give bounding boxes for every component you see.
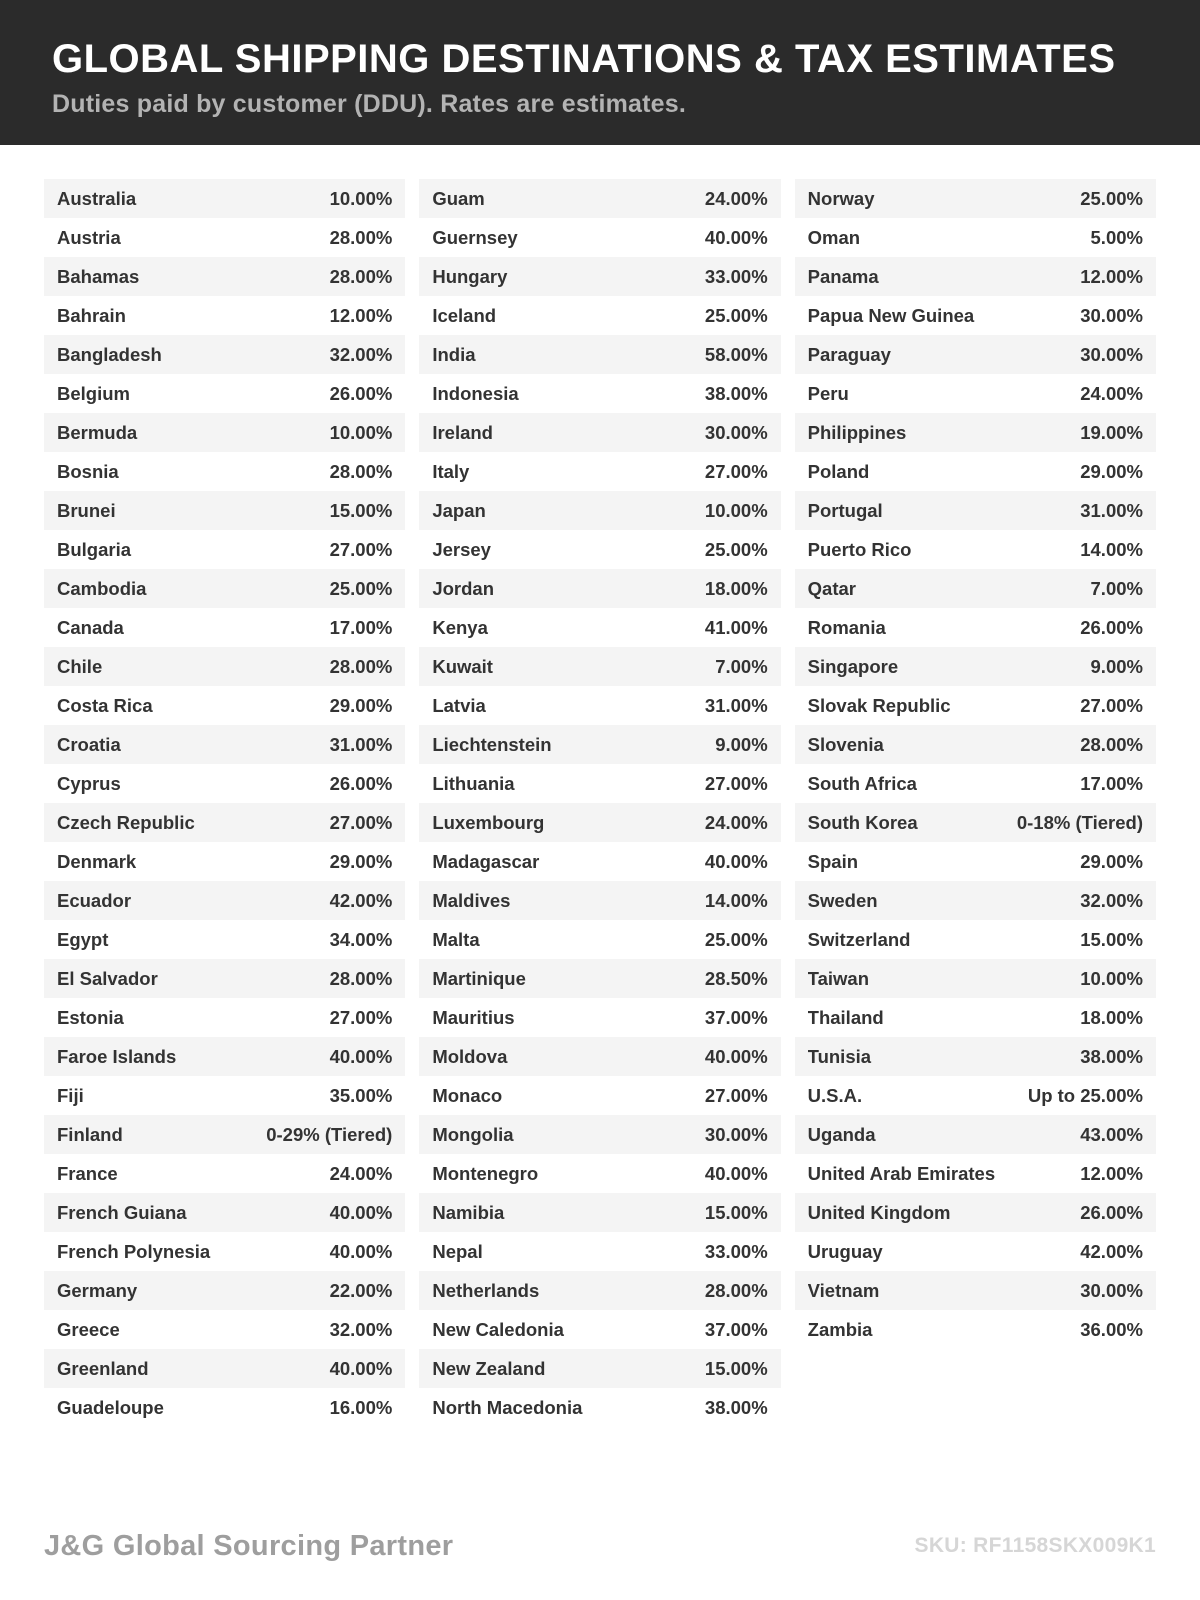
table-row	[419, 1115, 780, 1154]
country-name: Singapore	[807, 655, 899, 677]
tax-rate: 25.00%	[1080, 187, 1143, 209]
table-row	[419, 1310, 780, 1349]
country-name: Slovak Republic	[807, 694, 951, 716]
country-name: Bulgaria	[57, 538, 132, 560]
tax-rate: 40.00%	[704, 1162, 768, 1184]
table-row	[795, 530, 1156, 569]
country-name: Iceland	[432, 304, 497, 326]
country-name: Kenya	[432, 616, 488, 638]
country-name: South Korea	[807, 811, 918, 833]
country-name: Jersey	[432, 538, 491, 560]
table-row	[44, 959, 405, 998]
tax-rate: 10.00%	[329, 187, 393, 209]
tax-rate: 7.00%	[715, 655, 768, 677]
tax-rate: 25.00%	[704, 304, 768, 326]
tax-rate: 15.00%	[1080, 928, 1143, 950]
table-row	[419, 257, 780, 296]
country-name: French Guiana	[57, 1201, 187, 1223]
rate-column	[419, 179, 780, 1427]
tax-rate: 9.00%	[1090, 655, 1143, 677]
country-name: Cyprus	[57, 772, 121, 794]
country-name: Lithuania	[432, 772, 515, 794]
country-name: Madagascar	[432, 850, 540, 872]
country-name: United Kingdom	[807, 1201, 951, 1223]
table-row	[44, 374, 405, 413]
country-name: Ecuador	[57, 889, 132, 911]
country-name: Taiwan	[807, 967, 869, 989]
table-row	[419, 998, 780, 1037]
country-name: Malta	[432, 928, 480, 950]
tax-rate: 24.00%	[704, 811, 768, 833]
table-row	[795, 1154, 1156, 1193]
country-name: Australia	[57, 187, 137, 209]
tax-rate: 29.00%	[329, 850, 393, 872]
tax-rate: 30.00%	[1080, 304, 1143, 326]
country-name: North Macedonia	[432, 1396, 583, 1418]
page-header	[0, 0, 1200, 145]
table-row	[419, 686, 780, 725]
tax-rate: 40.00%	[329, 1201, 393, 1223]
country-name: Belgium	[57, 382, 130, 404]
country-name: Monaco	[432, 1084, 503, 1106]
country-name: Chile	[57, 655, 103, 677]
country-name: Norway	[807, 187, 875, 209]
country-name: Germany	[57, 1279, 138, 1301]
table-row	[44, 803, 405, 842]
table-row	[419, 218, 780, 257]
tax-rate: 40.00%	[329, 1240, 393, 1262]
tax-rate: 26.00%	[329, 382, 393, 404]
country-name: Bermuda	[57, 421, 138, 443]
country-name: Panama	[807, 265, 879, 287]
country-name: Poland	[807, 460, 870, 482]
country-name: Zambia	[807, 1318, 873, 1340]
tax-rate: 40.00%	[704, 1045, 768, 1067]
country-name: Bangladesh	[57, 343, 162, 365]
tax-rate: 14.00%	[704, 889, 768, 911]
country-name: Ireland	[432, 421, 493, 443]
tax-rate: 35.00%	[329, 1084, 393, 1106]
table-row	[795, 920, 1156, 959]
country-name: Costa Rica	[57, 694, 153, 716]
tax-rate: 29.00%	[1080, 460, 1143, 482]
table-row	[795, 335, 1156, 374]
table-row	[795, 1076, 1156, 1115]
tax-rate: 29.00%	[1080, 850, 1143, 872]
tax-rate: 31.00%	[329, 733, 393, 755]
tax-rate: 18.00%	[1080, 1006, 1143, 1028]
tax-rate: 33.00%	[704, 265, 768, 287]
tax-rate: 30.00%	[704, 421, 768, 443]
country-name: Namibia	[432, 1201, 505, 1223]
tax-rate: 18.00%	[704, 577, 768, 599]
country-name: U.S.A.	[807, 1084, 863, 1106]
country-name: Romania	[807, 616, 886, 638]
country-name: United Arab Emirates	[807, 1162, 996, 1184]
table-row	[419, 1232, 780, 1271]
table-row	[795, 686, 1156, 725]
tax-rate: 32.00%	[329, 343, 393, 365]
table-row	[44, 1154, 405, 1193]
tax-rate: 28.50%	[704, 967, 768, 989]
country-name: Bosnia	[57, 460, 119, 482]
table-row	[795, 1193, 1156, 1232]
country-name: Netherlands	[432, 1279, 540, 1301]
table-row	[44, 1232, 405, 1271]
tax-rate: 27.00%	[329, 1006, 393, 1028]
tax-rate: 30.00%	[704, 1123, 768, 1145]
table-row	[419, 569, 780, 608]
table-row	[44, 335, 405, 374]
tax-rate: 24.00%	[329, 1162, 393, 1184]
table-row	[795, 998, 1156, 1037]
table-row	[44, 998, 405, 1037]
table-row	[419, 803, 780, 842]
tax-rate: 31.00%	[1080, 499, 1143, 521]
country-name: France	[57, 1162, 118, 1184]
country-name: Oman	[807, 226, 861, 248]
tax-rate: 34.00%	[329, 928, 393, 950]
country-name: Faroe Islands	[57, 1045, 177, 1067]
table-row	[795, 569, 1156, 608]
country-name: Hungary	[432, 265, 508, 287]
table-row	[44, 764, 405, 803]
tax-rate: 28.00%	[329, 460, 393, 482]
country-name: New Caledonia	[432, 1318, 564, 1340]
table-row	[795, 452, 1156, 491]
tax-rate: 7.00%	[1090, 577, 1143, 599]
tax-rate: 27.00%	[329, 538, 393, 560]
country-name: Tunisia	[807, 1045, 872, 1067]
table-row	[44, 1115, 405, 1154]
table-row	[419, 452, 780, 491]
tax-rate: 26.00%	[329, 772, 393, 794]
table-row	[795, 1115, 1156, 1154]
table-row	[44, 569, 405, 608]
table-row	[419, 1271, 780, 1310]
table-row	[419, 608, 780, 647]
country-name: Egypt	[57, 928, 109, 950]
rate-column	[44, 179, 405, 1427]
tax-rate: 27.00%	[704, 460, 768, 482]
table-row	[44, 530, 405, 569]
table-row	[795, 881, 1156, 920]
country-name: Nepal	[432, 1240, 483, 1262]
country-name: Spain	[807, 850, 859, 872]
tax-rate: 28.00%	[329, 265, 393, 287]
table-row	[795, 1271, 1156, 1310]
table-row	[419, 920, 780, 959]
table-row	[44, 257, 405, 296]
country-name: Mongolia	[432, 1123, 514, 1145]
tax-rate: 40.00%	[704, 850, 768, 872]
country-name: Austria	[57, 226, 121, 248]
country-name: Czech Republic	[57, 811, 195, 833]
tax-rate: 42.00%	[329, 889, 393, 911]
country-name: French Polynesia	[57, 1240, 211, 1262]
country-name: Uruguay	[807, 1240, 883, 1262]
tax-rate: 27.00%	[1080, 694, 1143, 716]
table-row	[44, 1193, 405, 1232]
tax-rate: 27.00%	[329, 811, 393, 833]
table-row	[44, 725, 405, 764]
table-row	[419, 1154, 780, 1193]
table-row	[44, 1271, 405, 1310]
table-row	[795, 1310, 1156, 1349]
country-name: Maldives	[432, 889, 511, 911]
table-row	[419, 842, 780, 881]
tax-rate: 17.00%	[1080, 772, 1143, 794]
table-row	[795, 1037, 1156, 1076]
tax-rate: 28.00%	[1080, 733, 1143, 755]
table-row	[795, 413, 1156, 452]
table-row	[44, 179, 405, 218]
table-row	[419, 764, 780, 803]
country-name: Liechtenstein	[432, 733, 552, 755]
country-name: Bahrain	[57, 304, 126, 326]
table-row	[44, 1076, 405, 1115]
page-title: GLOBAL SHIPPING DESTINATIONS & TAX ESTIMATES	[52, 37, 1116, 81]
country-name: Puerto Rico	[807, 538, 912, 560]
country-name: Guam	[432, 187, 485, 209]
table-row	[795, 296, 1156, 335]
country-name: Qatar	[807, 577, 856, 599]
tax-rate: Up to 25.00%	[1027, 1084, 1143, 1106]
tax-rate: 38.00%	[1080, 1045, 1143, 1067]
rates-table	[0, 145, 1200, 1427]
tax-rate: 28.00%	[329, 655, 393, 677]
country-name: Jordan	[432, 577, 495, 599]
table-row	[795, 179, 1156, 218]
country-name: Croatia	[57, 733, 121, 755]
tax-rate: 40.00%	[329, 1357, 393, 1379]
table-row	[419, 881, 780, 920]
country-name: Peru	[807, 382, 849, 404]
table-row	[419, 1037, 780, 1076]
table-row	[795, 842, 1156, 881]
tax-rate: 9.00%	[715, 733, 768, 755]
tax-rate: 10.00%	[329, 421, 393, 443]
table-row	[795, 491, 1156, 530]
table-row	[44, 452, 405, 491]
country-name: Japan	[432, 499, 486, 521]
table-row	[419, 335, 780, 374]
country-name: Denmark	[57, 850, 137, 872]
table-row	[795, 1232, 1156, 1271]
table-row	[44, 842, 405, 881]
tax-rate: 14.00%	[1080, 538, 1143, 560]
tax-rate: 43.00%	[1080, 1123, 1143, 1145]
tax-rate: 40.00%	[704, 226, 768, 248]
table-row	[419, 1388, 780, 1427]
tax-rate: 37.00%	[704, 1318, 768, 1340]
country-name: India	[432, 343, 476, 365]
country-name: Papua New Guinea	[807, 304, 975, 326]
country-name: Sweden	[807, 889, 878, 911]
tax-rate: 25.00%	[329, 577, 393, 599]
tax-rate: 33.00%	[704, 1240, 768, 1262]
table-row	[419, 647, 780, 686]
table-row	[419, 725, 780, 764]
table-row	[419, 530, 780, 569]
tax-rate: 32.00%	[329, 1318, 393, 1340]
country-name: Bahamas	[57, 265, 140, 287]
country-name: Portugal	[807, 499, 883, 521]
table-row	[419, 491, 780, 530]
sku-label: SKU: RF1158SKX009K1	[914, 1534, 1156, 1557]
tax-rate: 12.00%	[329, 304, 393, 326]
country-name: Estonia	[57, 1006, 124, 1028]
tax-rate: 12.00%	[1080, 265, 1143, 287]
table-row	[795, 803, 1156, 842]
tax-rate: 16.00%	[329, 1396, 393, 1418]
tax-rate: 26.00%	[1080, 1201, 1143, 1223]
table-row	[44, 218, 405, 257]
country-name: Greenland	[57, 1357, 149, 1379]
tax-rate: 5.00%	[1090, 226, 1143, 248]
country-name: Switzerland	[807, 928, 911, 950]
tax-rate: 30.00%	[1080, 343, 1143, 365]
table-row	[44, 1388, 405, 1427]
country-name: Philippines	[807, 421, 907, 443]
tax-rate: 17.00%	[329, 616, 393, 638]
country-name: Uganda	[807, 1123, 876, 1145]
country-name: Paraguay	[807, 343, 891, 365]
table-row	[795, 725, 1156, 764]
country-name: Mauritius	[432, 1006, 515, 1028]
table-row	[419, 1193, 780, 1232]
tax-rate: 30.00%	[1080, 1279, 1143, 1301]
country-name: Italy	[432, 460, 470, 482]
tax-rate: 27.00%	[704, 772, 768, 794]
table-row	[795, 608, 1156, 647]
tax-rate: 19.00%	[1080, 421, 1143, 443]
country-name: Kuwait	[432, 655, 493, 677]
tax-rate: 41.00%	[704, 616, 768, 638]
country-name: Fiji	[57, 1084, 84, 1106]
table-row	[419, 179, 780, 218]
tax-rate: 32.00%	[1080, 889, 1143, 911]
tax-rate: 40.00%	[329, 1045, 393, 1067]
tax-rate: 28.00%	[329, 967, 393, 989]
table-row	[44, 881, 405, 920]
country-name: Canada	[57, 616, 124, 638]
table-row	[44, 1310, 405, 1349]
brand-name: J&G Global Sourcing Partner	[44, 1529, 454, 1562]
tax-rate: 15.00%	[704, 1201, 768, 1223]
tax-rate: 38.00%	[704, 382, 768, 404]
table-row	[44, 647, 405, 686]
table-row	[419, 413, 780, 452]
tax-rate: 29.00%	[329, 694, 393, 716]
country-name: Latvia	[432, 694, 486, 716]
country-name: Slovenia	[807, 733, 884, 755]
tax-rate: 25.00%	[704, 928, 768, 950]
tax-rate: 36.00%	[1080, 1318, 1143, 1340]
country-name: Guernsey	[432, 226, 518, 248]
table-row	[795, 647, 1156, 686]
table-row	[44, 686, 405, 725]
tax-rate: 0-18% (Tiered)	[1016, 811, 1143, 833]
tax-rate: 22.00%	[329, 1279, 393, 1301]
tax-rate: 10.00%	[1080, 967, 1143, 989]
table-row	[795, 257, 1156, 296]
country-name: El Salvador	[57, 967, 158, 989]
country-name: Cambodia	[57, 577, 147, 599]
tax-rate: 15.00%	[329, 499, 393, 521]
table-row	[44, 296, 405, 335]
tax-rate: 38.00%	[704, 1396, 768, 1418]
tax-rate: 27.00%	[704, 1084, 768, 1106]
country-name: New Zealand	[432, 1357, 546, 1379]
tax-rate: 24.00%	[704, 187, 768, 209]
rate-column	[795, 179, 1156, 1349]
country-name: Thailand	[807, 1006, 884, 1028]
country-name: Guadeloupe	[57, 1396, 164, 1418]
tax-rate: 25.00%	[704, 538, 768, 560]
table-row	[44, 1349, 405, 1388]
country-name: Greece	[57, 1318, 120, 1340]
country-name: Finland	[57, 1123, 123, 1145]
tax-rate: 58.00%	[704, 343, 768, 365]
table-row	[44, 413, 405, 452]
country-name: South Africa	[807, 772, 917, 794]
tax-rate: 37.00%	[704, 1006, 768, 1028]
country-name: Indonesia	[432, 382, 519, 404]
country-name: Luxembourg	[432, 811, 545, 833]
country-name: Vietnam	[807, 1279, 880, 1301]
page-subtitle: Duties paid by customer (DDU). Rates are estimates.	[52, 90, 687, 118]
table-row	[795, 218, 1156, 257]
tax-rate: 42.00%	[1080, 1240, 1143, 1262]
table-row	[419, 1076, 780, 1115]
table-row	[795, 959, 1156, 998]
tax-rate: 26.00%	[1080, 616, 1143, 638]
tax-rate: 31.00%	[704, 694, 768, 716]
table-row	[44, 1037, 405, 1076]
country-name: Montenegro	[432, 1162, 539, 1184]
tax-rate: 28.00%	[704, 1279, 768, 1301]
table-row	[419, 1349, 780, 1388]
table-row	[419, 959, 780, 998]
tax-rate: 12.00%	[1080, 1162, 1143, 1184]
tax-rate: 0-29% (Tiered)	[266, 1123, 393, 1145]
table-row	[44, 608, 405, 647]
tax-rate: 15.00%	[704, 1357, 768, 1379]
table-row	[419, 374, 780, 413]
table-row	[795, 764, 1156, 803]
table-row	[44, 491, 405, 530]
country-name: Brunei	[57, 499, 116, 521]
table-row	[419, 296, 780, 335]
table-row	[795, 374, 1156, 413]
country-name: Martinique	[432, 967, 526, 989]
table-row	[44, 920, 405, 959]
tax-rate: 28.00%	[329, 226, 393, 248]
tax-rate: 10.00%	[704, 499, 768, 521]
page-footer	[0, 1510, 1200, 1600]
country-name: Moldova	[432, 1045, 508, 1067]
tax-rate: 24.00%	[1080, 382, 1143, 404]
